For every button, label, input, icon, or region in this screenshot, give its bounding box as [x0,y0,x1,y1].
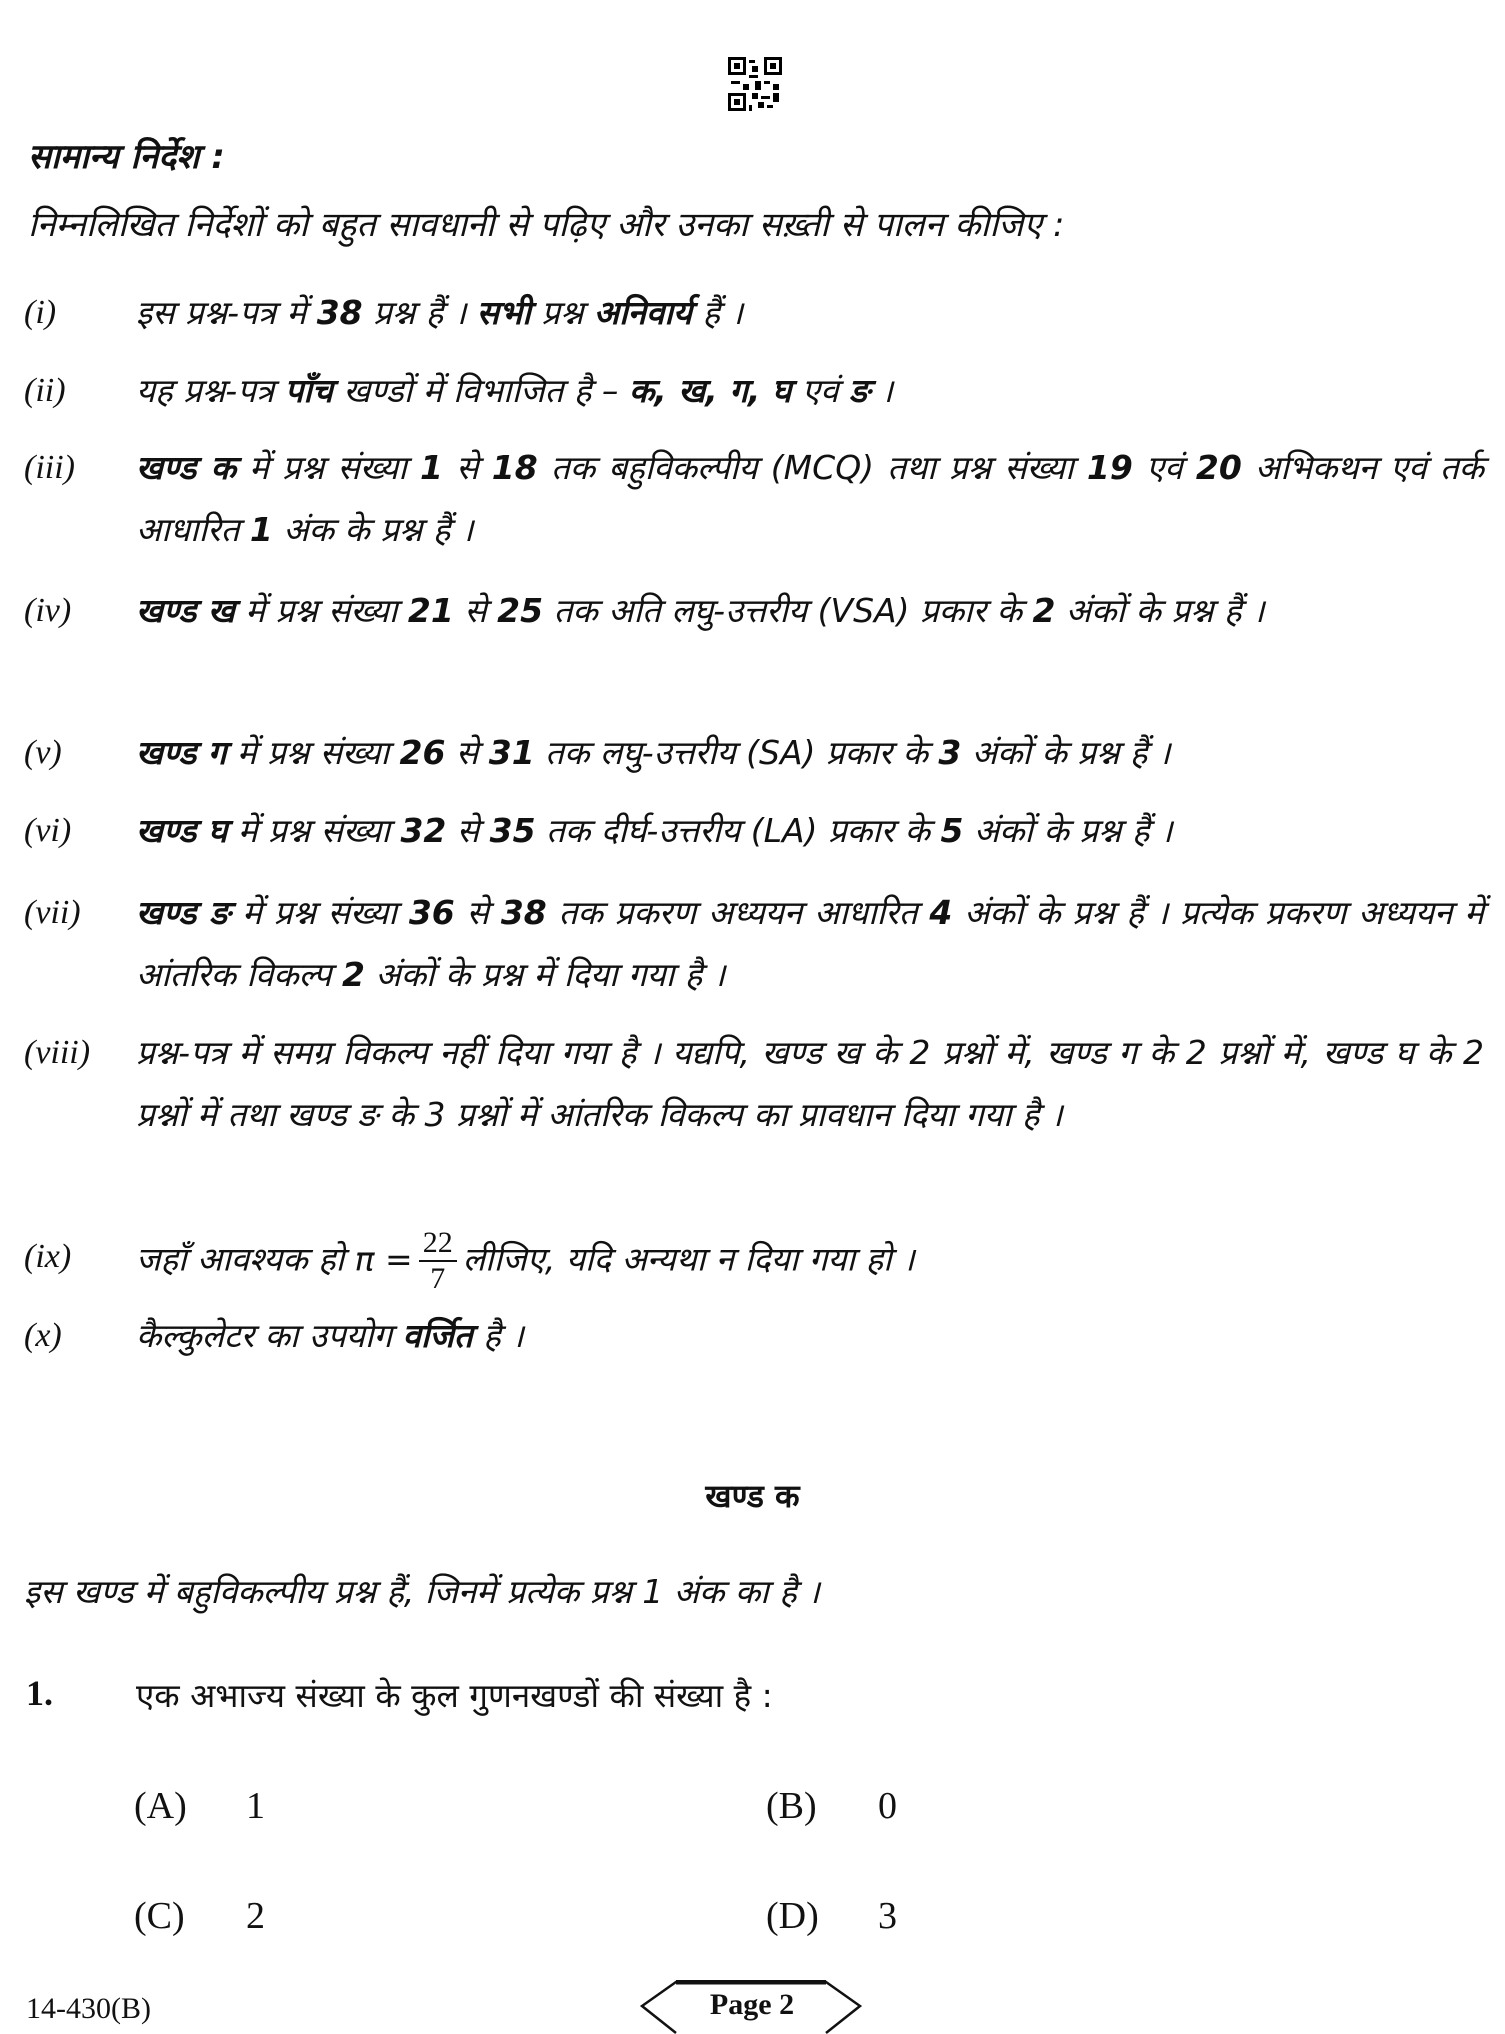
instruction-number: (viii) [24,1034,91,1071]
instruction-text: खण्ड घ में प्रश्न संख्या 32 से 35 तक दीर्घ-उत्तरीय (LA) प्रकार के 5 अंकों के प्रश्न हैं । [136,811,1173,850]
question-text: एक अभाज्य संख्या के कुल गुणनखण्डों की संख्या है : [136,1676,773,1715]
instruction-number: (iv) [24,592,72,629]
section-title: खण्ड क [705,1477,800,1515]
instruction-number: (ix) [24,1238,72,1275]
option-a: (A) 1 [134,1785,265,1827]
instruction-item [24,360,1484,422]
instruction-number: (ii) [24,372,66,409]
instruction-item [24,282,1484,344]
option-c: (C) 2 [134,1895,265,1937]
option-b: (B) 0 [766,1785,897,1827]
instruction-text: प्रश्न-पत्र में समग्र विकल्प नहीं दिया गया है । यद्यपि, खण्ड ख के 2 प्रश्नों में, खण्ड ग के 2 प्रश्नों में, खण्ड घ के 2 प्रश्नों में तथा खण्ड ङ के 3 प्रश्नों में आंतरिक विकल्प का प्रावधान दिया गया है । [136,1033,1484,1134]
instruction-text: खण्ड ख में प्रश्न संख्या 21 से 25 तक अति लघु-उत्तरीय (VSA) प्रकार के 2 अंकों के प्रश्न हैं । [136,591,1265,630]
instruction-text: खण्ड क में प्रश्न संख्या 1 से 18 तक बहुविकल्पीय (MCQ) तथा प्रश्न संख्या 19 एवं 20 अभिकथन एवं तर्क आधारित 1 अंक के प्रश्न हैं । [136,448,1484,549]
instruction-item [24,800,1484,862]
instruction-number: (x) [24,1317,62,1354]
instruction-text: यह प्रश्न-पत्र पाँच खण्डों में विभाजित है – क, ख, ग, घ एवं ङ । [136,371,894,410]
instruction-number: (i) [24,294,57,331]
instruction-number: (iii) [24,449,75,486]
instruction-item [24,1022,1484,1146]
page-number: Page 2 [709,1988,795,2021]
instruction-text: खण्ड ङ में प्रश्न संख्या 36 से 38 तक प्रकरण अध्ययन आधारित 4 अंकों के प्रश्न हैं । प्रत्येक प्रकरण अध्ययन में आंतरिक विकल्प 2 अंकों के प्रश्न में दिया गया है । [136,893,1484,994]
instruction-item [24,722,1484,784]
instruction-text: खण्ड ग में प्रश्न संख्या 26 से 31 तक लघु-उत्तरीय (SA) प्रकार के 3 अंकों के प्रश्न हैं । [136,733,1171,772]
instruction-number: (vii) [24,894,81,931]
question-number: 1. [26,1673,53,1713]
paper-code: 14-430(B) [26,1992,151,2025]
general-instructions-heading: सामान्य निर्देश : [28,137,225,177]
instruction-item [24,1226,1484,1296]
option-d: (D) 3 [766,1895,897,1937]
instruction-item [24,437,1484,561]
general-instructions-subheading: निम्नलिखित निर्देशों को बहुत सावधानी से पढ़िए और उनका सख़्ती से पालन कीजिए : [28,205,1065,245]
section-note: इस खण्ड में बहुविकल्पीय प्रश्न हैं, जिनमें प्रत्येक प्रश्न 1 अंक का है । [24,1572,820,1611]
instruction-text: कैल्कुलेटर का उपयोग वर्जित है । [136,1316,524,1355]
instruction-text: जहाँ आवश्यक हो π = $\frac{22}{7}$ लीजिए, यदि अन्यथा न दिया गया हो । [136,1226,915,1295]
instruction-number: (vi) [24,812,72,849]
instruction-number: (v) [24,734,62,771]
qr-code-icon [728,57,782,111]
page-number-badge [632,1980,872,2034]
instruction-text: इस प्रश्न-पत्र में 38 प्रश्न हैं । सभी प्रश्न अनिवार्य हैं । [136,293,744,332]
instruction-item [24,580,1484,642]
pi-fraction: $\frac{22}{7}$ [419,1226,457,1296]
instruction-item [24,882,1484,1006]
instruction-item [24,1305,1484,1367]
